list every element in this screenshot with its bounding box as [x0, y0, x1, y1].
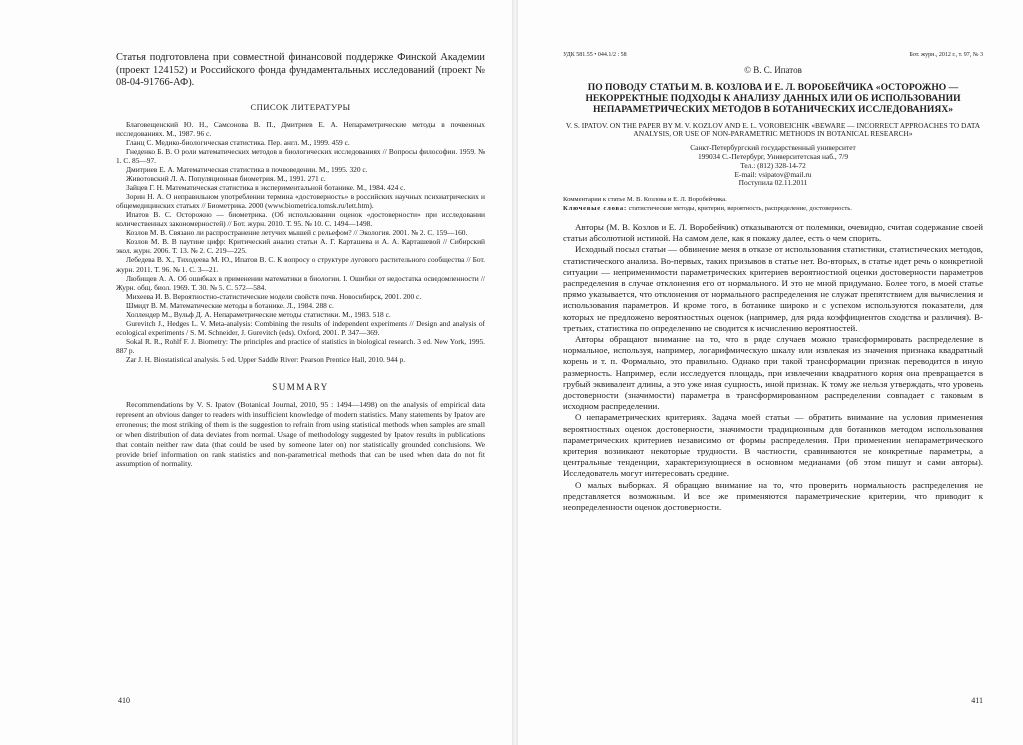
journal-reference: Бот. журн., 2012 г., т. 97, № 3	[909, 52, 983, 58]
body-paragraph: Авторы обращают внимание на то, что в ряде случаев можно трансформировать распределение в нормальное, используя, например, логарифмическую шкалу или извлекая из значения признака квадратный корень и т. п. Формально, это правильно. Однако при такой трансформации признак переводится в иную размерность. Например, если исследуется площадь, при извлечении квадратного корня она превращается в грубый эквивалент длины, а это уже иная сущность, иной признак. К тому же нельзя утверждать, что уровень достоверности (значимости) параметра в трансформированном распределении совпадает с таковым в исходном распределении.	[563, 334, 983, 412]
reference-item: Дмитриев Е. А. Математическая статистика в почвоведении. М., 1995. 320 с.	[126, 165, 368, 175]
address: 199034 С.-Петербург, Университетская наб., 7/9	[697, 152, 849, 161]
reference-item: Михеева И. В. Вероятностно-статистические модели свойств почв. Новосибирск, 2001. 200 с.	[126, 291, 422, 301]
summary-text: Recommendations by V. S. Ipatov (Botanical Journal, 2010, 95 : 1494—1498) on the analysis of empirical data represent an obvious danger to readers with insufficient knowledge of modern statistics. Many statements by Ipatov are erroneous; the most striking of them is the suggestion to refrain from using statistical methods when samples are small or when distribution of data deviates from normal. Usage of methodology suggested by Ipatov results in publications that contain neither raw data (that could be used by someone later on) nor statistically grounded conclusions. We provide brief information on rank statistics and non-parametrical methods that can be used when data do not fit assumption of normality.	[116, 400, 485, 469]
references-list	[116, 120, 485, 364]
reference-item: Лебедева В. Х., Тиходеева М. Ю., Ипатов В. С. К вопросу о структуре лугового растительного сообщества // Бот. журн. 2011. Т. 96. № 1. С. 3—21.	[116, 255, 485, 274]
keywords: статистические методы, критерии, вероятность, распределение, достоверность.	[628, 204, 852, 212]
page-number-left: 410	[118, 696, 130, 705]
author-line: © В. С. Ипатов	[744, 65, 802, 75]
body-paragraph: Авторы (М. В. Козлов и Е. Л. Воробейчик) отказываются от полемики, очевидно, считая содержание своей статьи абсолютной истиной. На самом деле, как я покажу далее, есть о чем спорить.	[563, 222, 983, 244]
reference-item: Гланц С. Медико-биологическая статистика. Пер. англ. М., 1999. 459 с.	[126, 137, 350, 147]
references-title: СПИСОК ЛИТЕРАТУРЫ	[250, 101, 351, 112]
article-title-english: V. S. IPATOV. ON THE PAPER BY M. V. KOZLOV AND E. L. VOROBEICHIK «BEWARE — INCORRECT APPROACHES TO DATA ANALYSIS, OR USE OF NON-PARAMETRIC METHODS IN BOTANICAL RESEARCH»	[565, 120, 981, 139]
reference-item: Zar J. H. Biostatistical analysis. 5 ed. Upper Saddle River: Pearson Prentice Hall, 2010. 944 p.	[126, 355, 406, 364]
funding-note: Статья подготовлена при совместной финансовой поддержке Финской Академии (проект 124152) и Российского фонда фундаментальных исследований (проект № 08-04-91766-АФ).	[116, 52, 485, 89]
phone: Тел.: (812) 328-14-72	[740, 160, 806, 170]
reference-item: Зорин Н. А. О неправильном употреблении термина «достоверность» в российских научных психиатрических и общемедицинских статьях // Биометрика. 2000 (www.biometrica.tomsk.ru/lett.htm).	[116, 192, 485, 211]
reference-item: Gurevitch J., Hedges L. V. Meta-analysis: Combining the results of independent experiments // Design and analysis of ecological experiments / S. M. Schneider, J. Gurevitch (eds). Oxford, 2001. P. 347—369.	[116, 318, 485, 337]
reference-item: Шмидт В. М. Математические методы в ботанике. Л., 1984. 288 с.	[126, 300, 334, 310]
reference-item: Ипатов В. С. Осторожно — биометрика. (Об использовании оценок «достоверности» при исследовании количественных закономерностей) // Бот. журн. 2010. Т. 95. № 10. С. 1494—1498.	[116, 210, 485, 229]
body-paragraph: Исходный посыл статьи — обвинение меня в отказе от использования статистики, статистических методов, статистического анализа. Во-первых, таких призывов в статье нет. Во-вторых, в статье идет речь о конкретной ситуации — неприменимости параметрических критериев вероятностной оценки достоверности параметров распределения в случае отклонения его от нормального. И это не мной придумано. Более того, в моей статье прямо указывается, что отклонения от нормального распределения не служат препятствием для вычисления и использования параметров. И кроме того, в ботанике широко и с успехом используются показатели, для которых не предложено вероятностных оценок (например, для ряда коэффициентов сходства и различия). В-третьих, статистика по определению не сводится к исчислению вероятностей.	[563, 244, 983, 333]
affiliation-block	[563, 144, 983, 188]
udc-code: УДК 581.55 • 044.1/2 : 58	[563, 52, 627, 58]
body-paragraph: О непараметрических критериях. Задача моей статьи — обратить внимание на условия применения вероятностных оценок достоверности, значимости традиционным для ботаников методом использования параметрических критериев независимо от формы распределения. При применении непараметрического критерия возникают некоторые трудности. В частности, сравниваются не конкретные параметры, а центральные тенденции, характеризующиеся в основном медианами (об этом пишут и сами авторы). Исследователь могут интересовать средние.	[563, 412, 983, 479]
body-paragraph: О малых выборках. Я обращаю внимание на то, что проверить нормальность распределения не представляется возможным. И все же применяются параметрические критерии, что приводит к неопределенности оценок достоверности.	[563, 479, 983, 513]
reference-item: Благовещенский Ю. Н., Самсонова В. П., Дмитриев Е. А. Непараметрические методы в почвенных исследованиях. М., 1987. 96 с.	[116, 119, 485, 138]
running-header	[563, 52, 983, 58]
affiliation: Санкт-Петербургский государственный университет	[690, 143, 856, 153]
reference-item: Козлов М. В. В паутине цифр: Критический анализ статьи А. Г. Карташева и А. А. Карташевой // Сибирский экол. журн. 2006. Т. 13. № 2. С. 219—225.	[116, 237, 485, 256]
reference-item: Животовский Л. А. Популяционная биометрия. М., 1991. 271 с.	[126, 174, 326, 184]
email: E-mail: vsipatov@mail.ru	[734, 169, 812, 179]
comments-line: Комментарии к статье М. В. Козлова и Е. Л. Воробейчика.	[563, 196, 727, 204]
reference-item: Холлендер М., Вульф Д. А. Непараметрические методы статистики. М., 1983. 518 с.	[126, 309, 391, 319]
keywords-line	[563, 205, 983, 213]
article-title: ПО ПОВОДУ СТАТЬИ М. В. КОЗЛОВА И Е. Л. ВОРОБЕЙЧИКА «ОСТОРОЖНО — НЕКОРРЕКТНЫЕ ПОДХОДЫ К АНАЛИЗУ ДАННЫХ ИЛИ ОБ ИСПОЛЬЗОВАНИИ НЕПАРАМЕТРИЧЕСКИХ МЕТОДОВ В БОТАНИЧЕСКИХ ИССЛЕДОВАНИЯХ»	[585, 82, 961, 116]
received-date: Поступила 02.11.2011	[738, 178, 808, 188]
keywords-block	[563, 196, 983, 213]
page-number-right: 411	[971, 696, 983, 705]
keywords-label: Ключевые слова:	[563, 204, 628, 212]
reference-item: Гнеденко Б. В. О роли математических методов в биологических исследованиях // Вопросы философии. 1959. № 1. С. 85—97.	[116, 146, 485, 165]
reference-item: Любищев А. А. Об ошибках в применении математики в биологии. I. Ошибки от недостатка осведомленности // Журн. общ. биол. 1969. Т. 30. № 5. С. 572—584.	[116, 273, 485, 292]
reference-item: Зайцев Г. Н. Математическая статистика в экспериментальной ботанике. М., 1984. 424 с.	[126, 183, 406, 193]
summary-title: SUMMARY	[272, 382, 329, 393]
reference-item: Sokal R. R., Rohlf F. J. Biometry: The principles and practice of statistics in biological research. 3 ed. New York, 1995. 887 p.	[116, 336, 485, 355]
reference-item: Козлов М. В. Связано ли распространение летучих мышей с рельефом? // Экология. 2001. № 2. С. 159—160.	[126, 228, 468, 238]
right-page	[515, 0, 1023, 745]
